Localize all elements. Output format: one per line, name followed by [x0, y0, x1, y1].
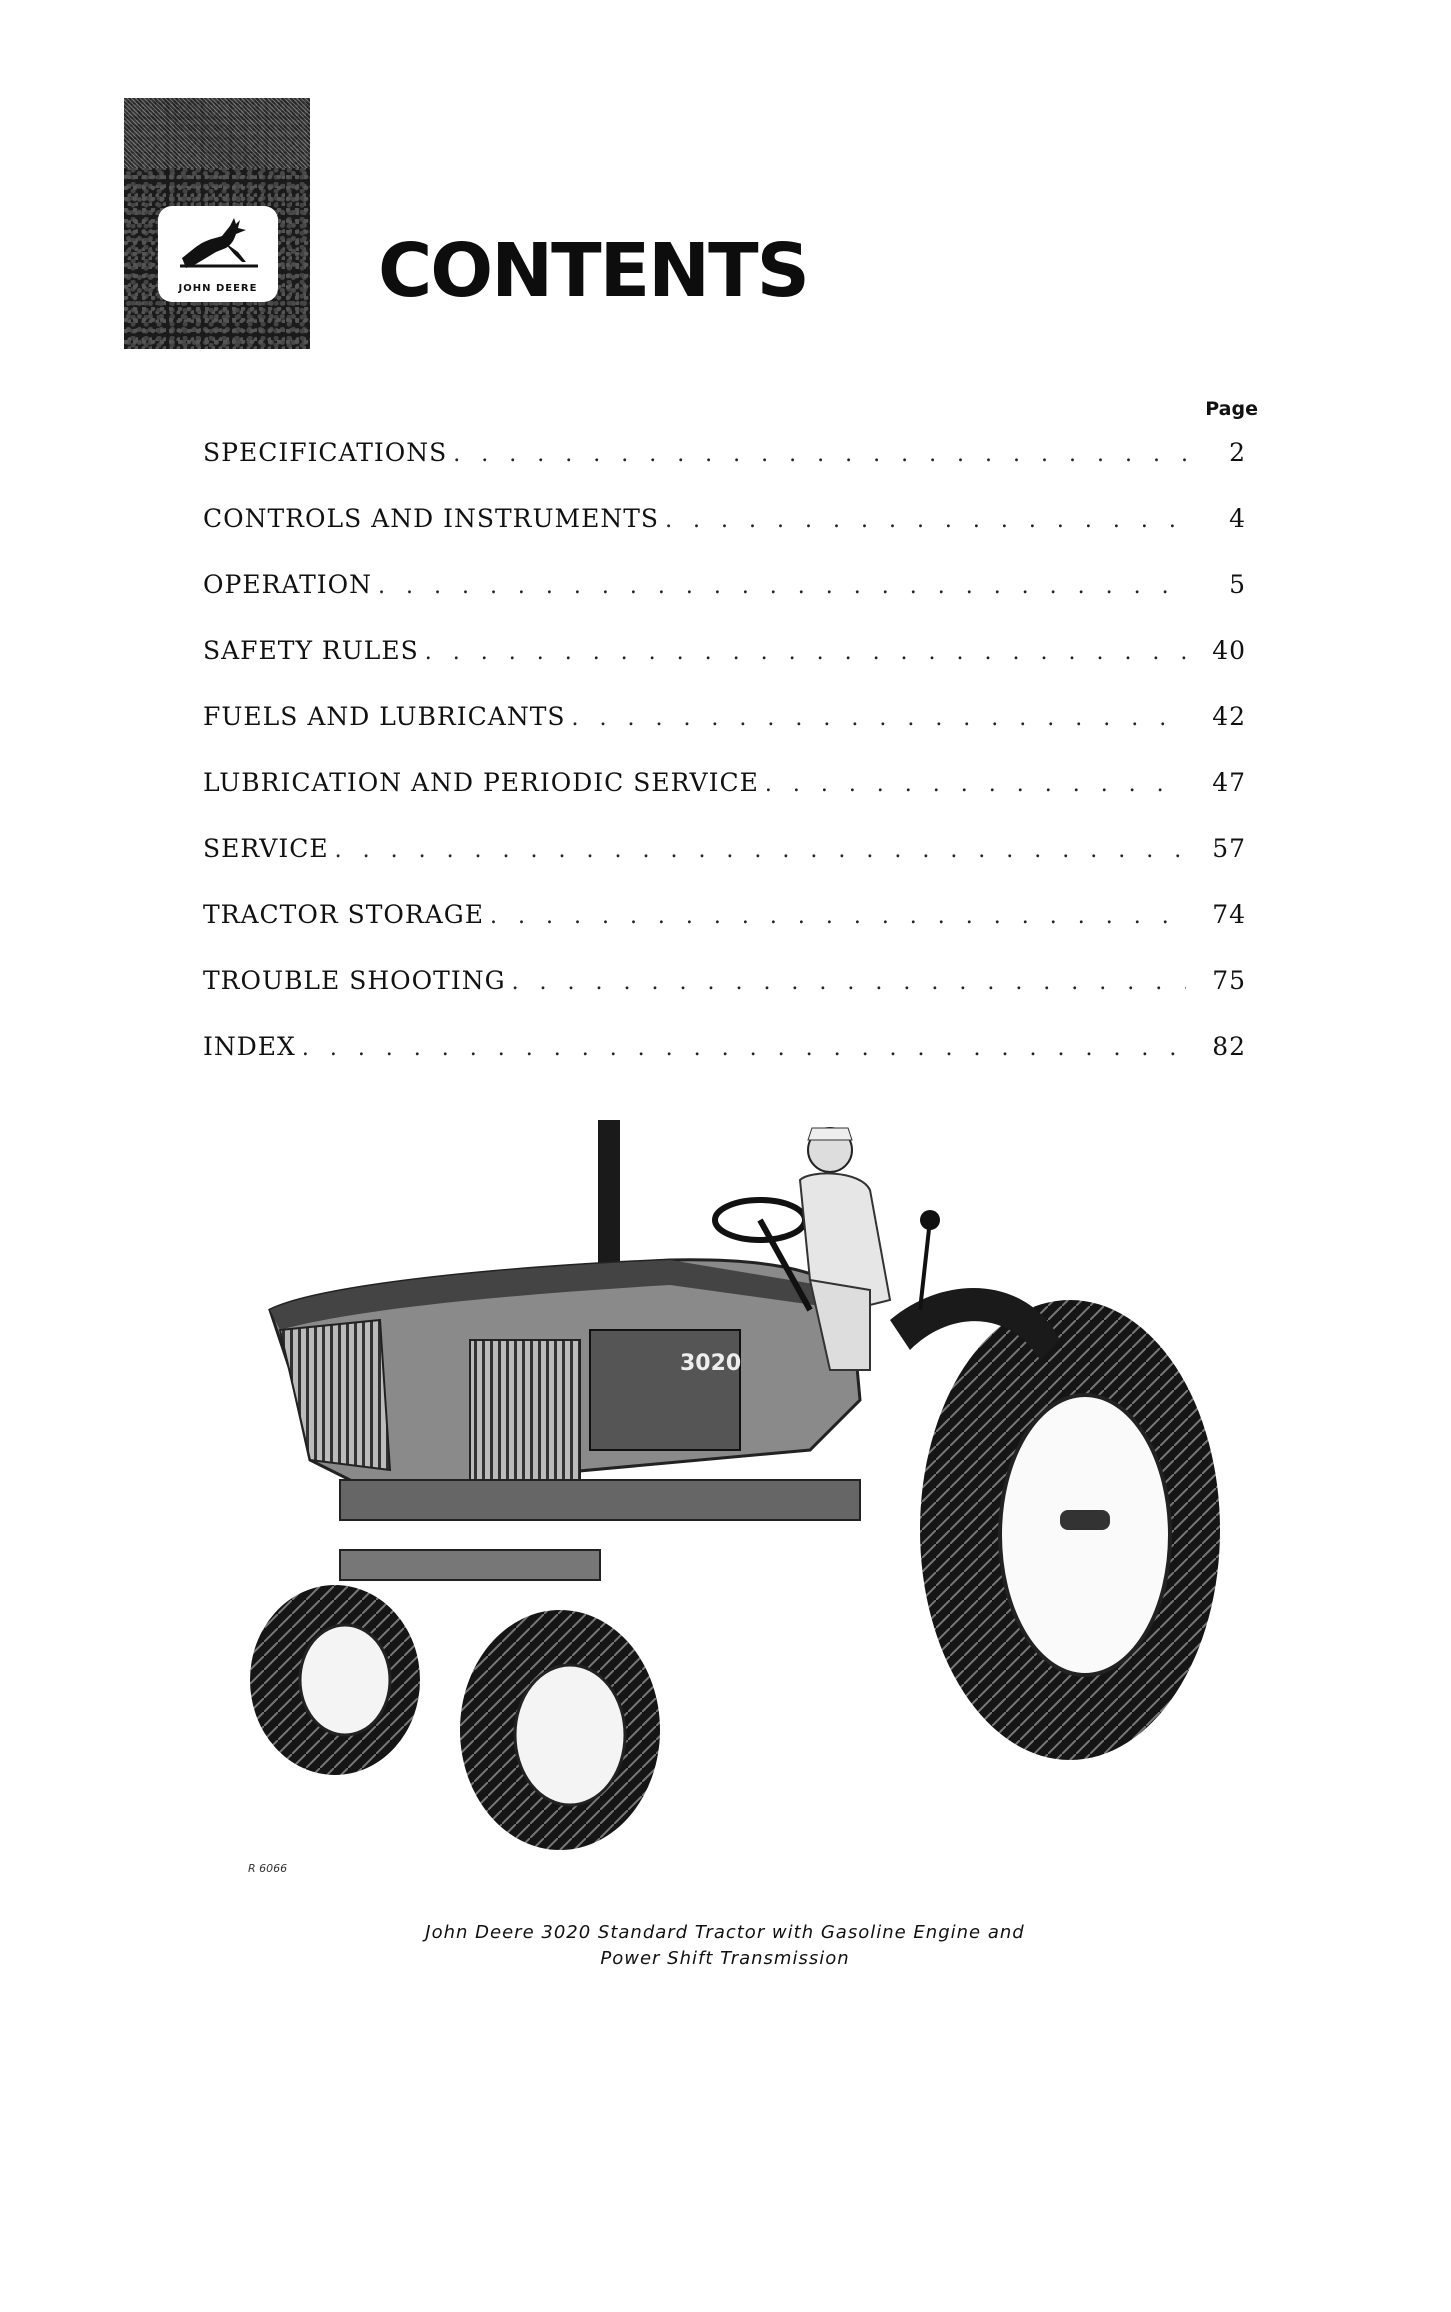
toc-entry-label: SERVICE — [203, 834, 329, 863]
toc-entry-label: SAFETY RULES — [203, 636, 419, 665]
dot-leader — [425, 640, 1186, 665]
dot-leader — [765, 772, 1186, 797]
toc-entry-page: 42 — [1212, 702, 1246, 731]
toc-entry-label: OPERATION — [203, 570, 372, 599]
john-deere-logo — [124, 98, 310, 349]
toc-entry — [203, 1032, 1246, 1098]
toc-entry — [203, 702, 1246, 768]
dot-leader — [665, 508, 1186, 533]
toc-entry-label: SPECIFICATIONS — [203, 438, 448, 467]
caption-line: Power Shift Transmission — [600, 1948, 850, 1969]
leaping-deer-icon — [176, 212, 260, 272]
caption-line: John Deere 3020 Standard Tractor with Gasoline Engine and — [425, 1922, 1025, 1943]
toc-entry-label: TROUBLE SHOOTING — [203, 966, 506, 995]
toc-entry-page: 74 — [1212, 900, 1246, 929]
toc-entry-label: INDEX — [203, 1032, 296, 1061]
toc-entry-label: FUELS AND LUBRICANTS — [203, 702, 566, 731]
toc-entry — [203, 636, 1246, 702]
logo-text: JOHN DEERE — [178, 283, 258, 294]
dot-leader — [453, 442, 1186, 467]
page-title: CONTENTS — [378, 228, 808, 314]
dot-leader — [572, 706, 1187, 731]
toc-entry-label: CONTROLS AND INSTRUMENTS — [203, 504, 660, 533]
toc-entry-label: TRACTOR STORAGE — [203, 900, 485, 929]
toc-entry-page: 2 — [1229, 438, 1246, 467]
rear-fender — [890, 1288, 1060, 1360]
dot-leader — [490, 904, 1186, 929]
page-column-header: Page — [1205, 398, 1258, 420]
table-of-contents — [203, 438, 1246, 1098]
logo-badge — [158, 206, 278, 302]
toc-entry-page: 57 — [1212, 834, 1246, 863]
toc-entry — [203, 966, 1246, 1032]
figure-caption — [350, 1920, 1100, 1972]
toc-entry-page: 75 — [1212, 966, 1246, 995]
toc-entry-page: 47 — [1212, 768, 1246, 797]
tractor-frame — [340, 1480, 860, 1520]
toc-entry — [203, 834, 1246, 900]
dot-leader — [378, 574, 1186, 599]
dot-leader — [512, 970, 1186, 995]
dot-leader — [335, 838, 1186, 863]
tractor-model-badge: 3020 — [680, 1351, 742, 1376]
side-panel — [470, 1340, 580, 1480]
front-grille — [280, 1320, 390, 1470]
dot-leader — [302, 1036, 1186, 1061]
toc-entry — [203, 438, 1246, 504]
toc-entry-page: 40 — [1212, 636, 1246, 665]
rear-wheel-rim — [1000, 1395, 1170, 1675]
tractor-illustration — [250, 1110, 1230, 1900]
toc-entry — [203, 900, 1246, 966]
front-axle — [340, 1550, 600, 1580]
toc-entry — [203, 768, 1246, 834]
toc-entry-page: 82 — [1212, 1032, 1246, 1061]
toc-entry-label: LUBRICATION AND PERIODIC SERVICE — [203, 768, 759, 797]
toc-entry-page: 5 — [1229, 570, 1246, 599]
photo-code: R 6066 — [248, 1862, 288, 1875]
toc-entry — [203, 504, 1246, 570]
toc-entry-page: 4 — [1229, 504, 1246, 533]
toc-entry — [203, 570, 1246, 636]
engine-block — [590, 1330, 740, 1450]
